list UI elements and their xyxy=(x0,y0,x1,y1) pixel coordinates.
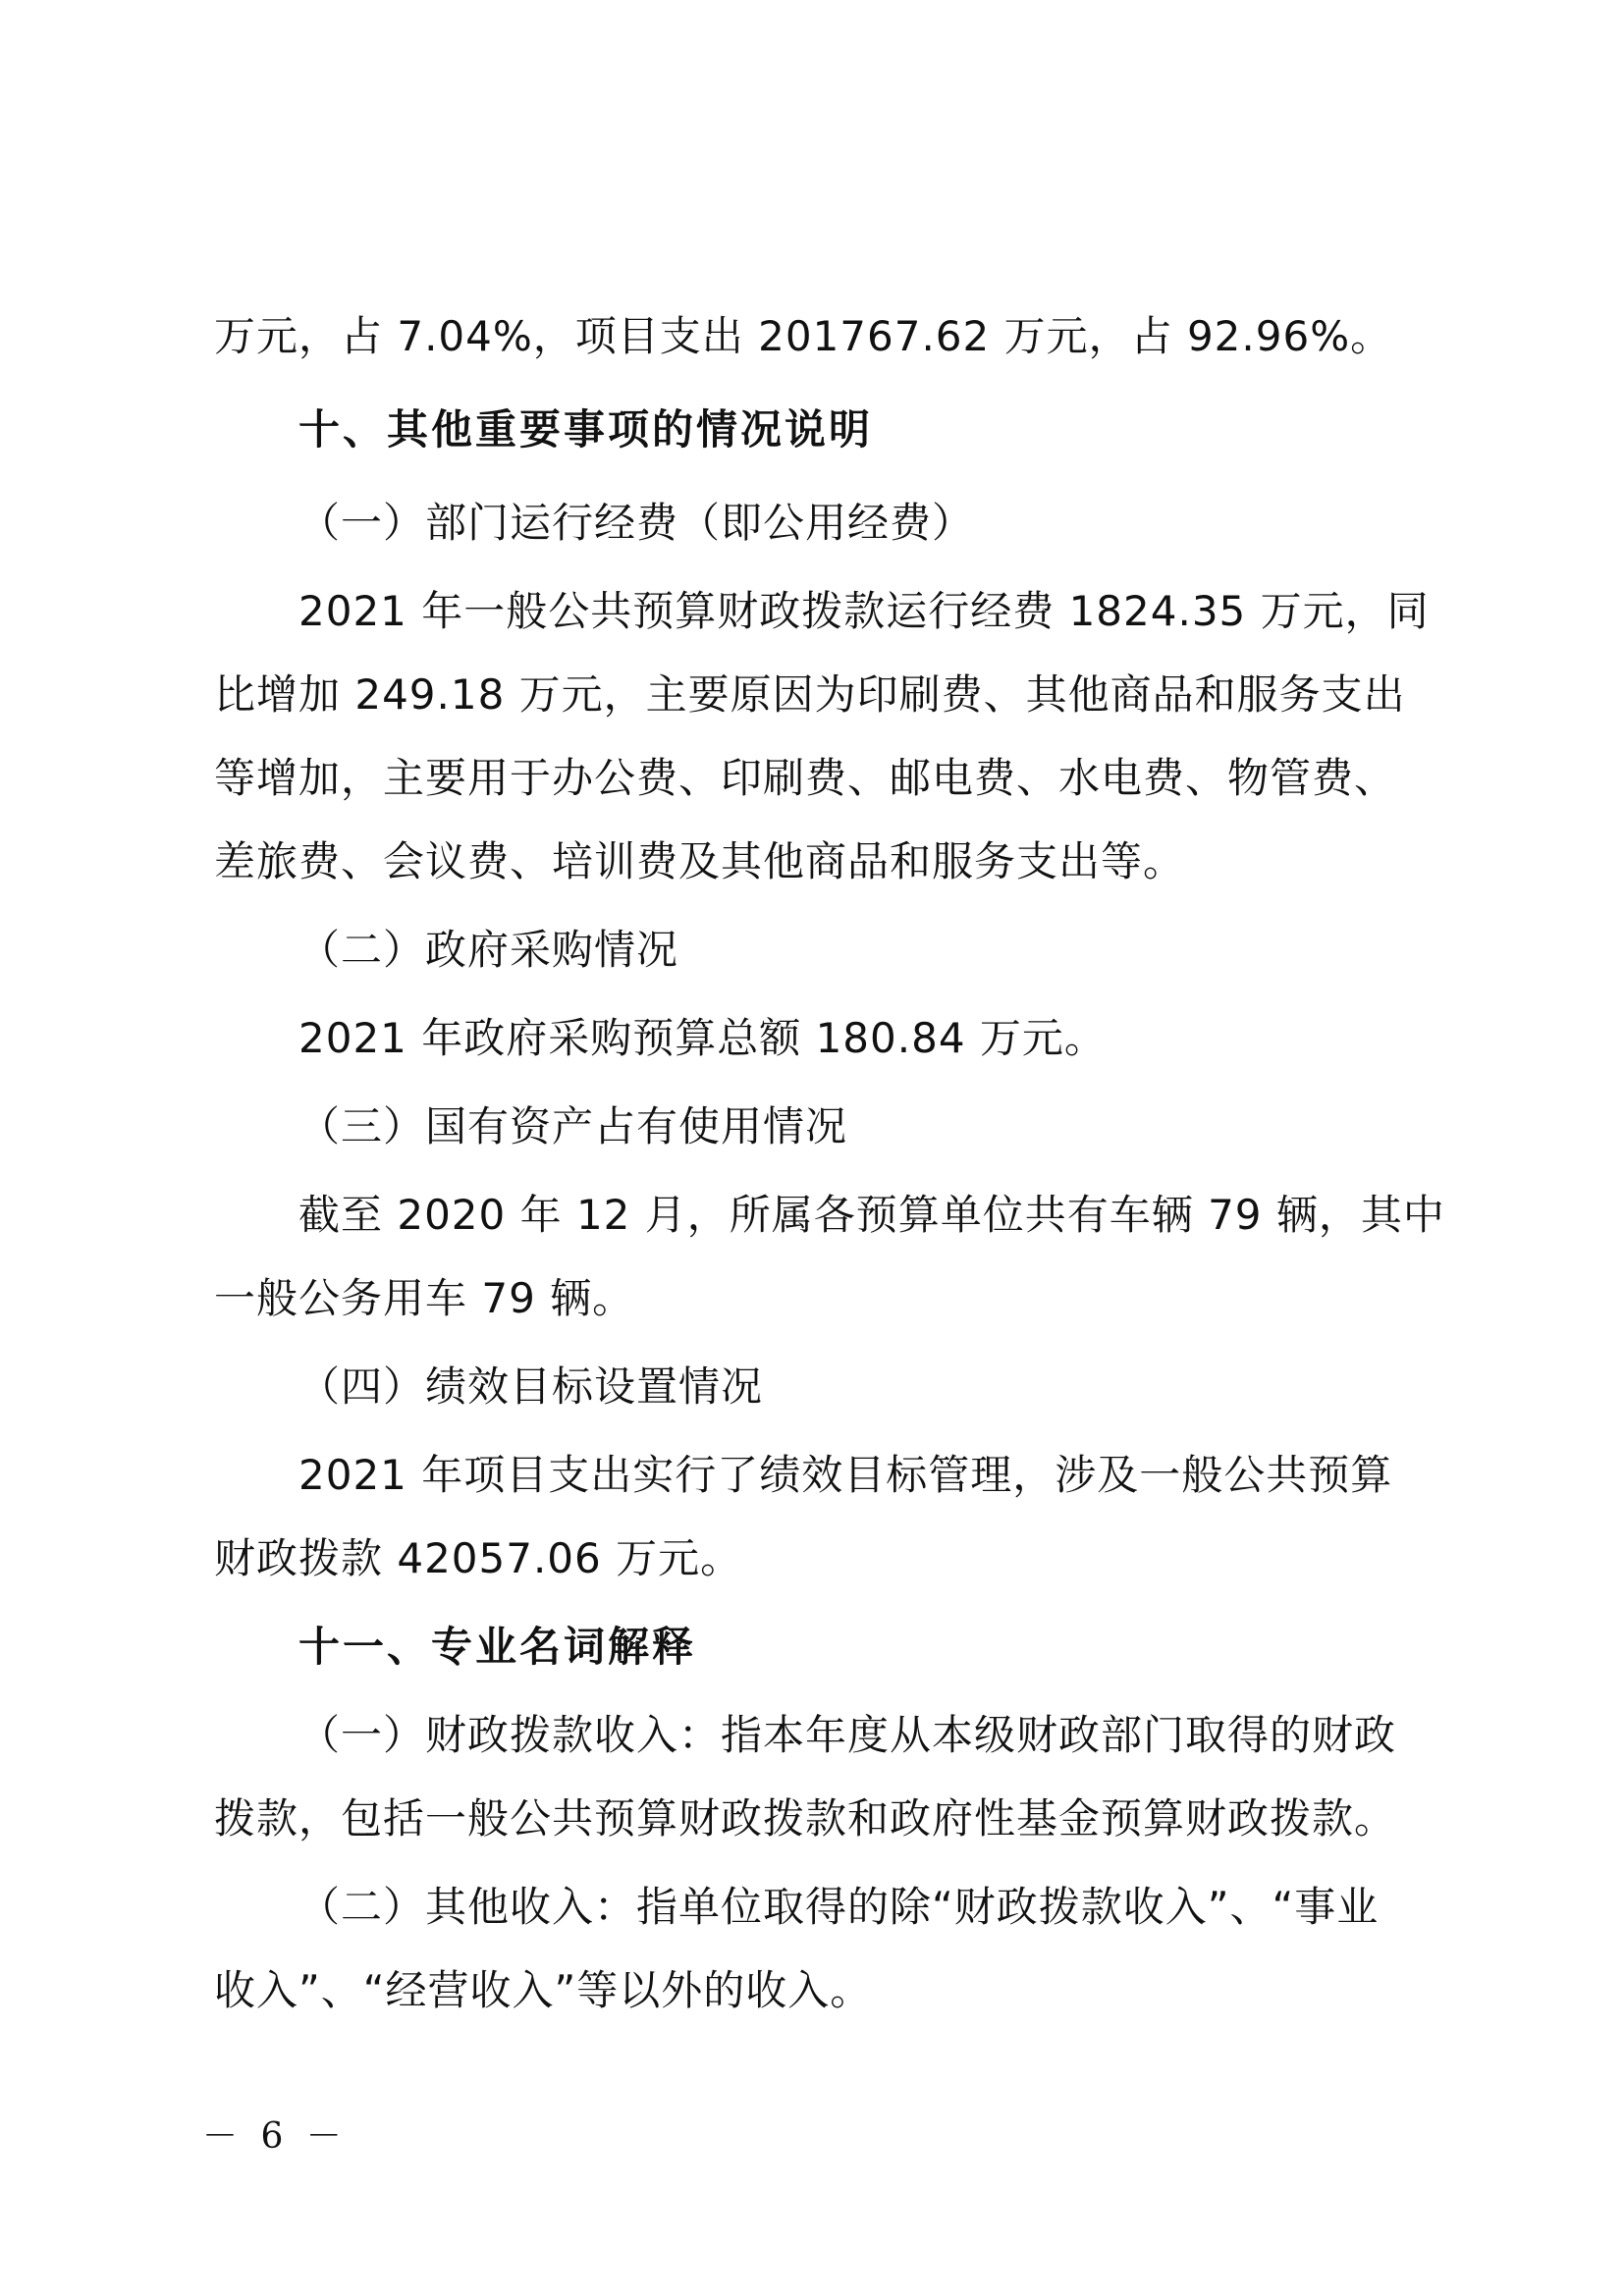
paragraph-line: 收入”、“经营收入”等以外的收入。 xyxy=(214,1966,873,2014)
paragraph-line: （一）财政拨款收入：指本年度从本级财政部门取得的财政 xyxy=(298,1711,1397,1759)
subsection-heading: （三）国有资产占有使用情况 xyxy=(298,1102,848,1150)
subsection-heading: （二）政府采购情况 xyxy=(298,926,679,974)
paragraph-line: 一般公务用车 79 辆。 xyxy=(214,1274,635,1322)
paragraph-line: 比增加 249.18 万元，主要原因为印刷费、其他商品和服务支出 xyxy=(214,670,1406,719)
paragraph-line: 2021 年项目支出实行了绩效目标管理，涉及一般公共预算 xyxy=(298,1451,1393,1499)
paragraph-line: 差旅费、会议费、培训费及其他商品和服务支出等。 xyxy=(214,837,1186,885)
subsection-heading: （四）绩效目标设置情况 xyxy=(298,1362,764,1411)
paragraph-line: 截至 2020 年 12 月，所属各预算单位共有车辆 79 辆，其中 xyxy=(298,1191,1445,1239)
paragraph-line: （二）其他收入：指单位取得的除“财政拨款收入”、“事业 xyxy=(298,1883,1380,1931)
subsection-heading: （一）部门运行经费（即公用经费） xyxy=(298,499,975,547)
paragraph-line: 财政拨款 42057.06 万元。 xyxy=(214,1534,743,1582)
paragraph-line: 2021 年政府采购预算总额 180.84 万元。 xyxy=(298,1014,1107,1062)
paragraph-line: 万元，占 7.04%，项目支出 201767.62 万元，占 92.96%。 xyxy=(214,312,1393,360)
section-heading: 十、其他重要事项的情况说明 xyxy=(298,405,874,454)
paragraph-line: 2021 年一般公共预算财政拨款运行经费 1824.35 万元，同 xyxy=(298,587,1430,635)
section-heading: 十一、专业名词解释 xyxy=(298,1623,697,1671)
paragraph-line: 等增加，主要用于办公费、印刷费、邮电费、水电费、物管费、 xyxy=(214,754,1397,802)
page-number: － 6 － xyxy=(202,2116,348,2157)
paragraph-line: 拨款，包括一般公共预算财政拨款和政府性基金预算财政拨款。 xyxy=(214,1794,1397,1842)
